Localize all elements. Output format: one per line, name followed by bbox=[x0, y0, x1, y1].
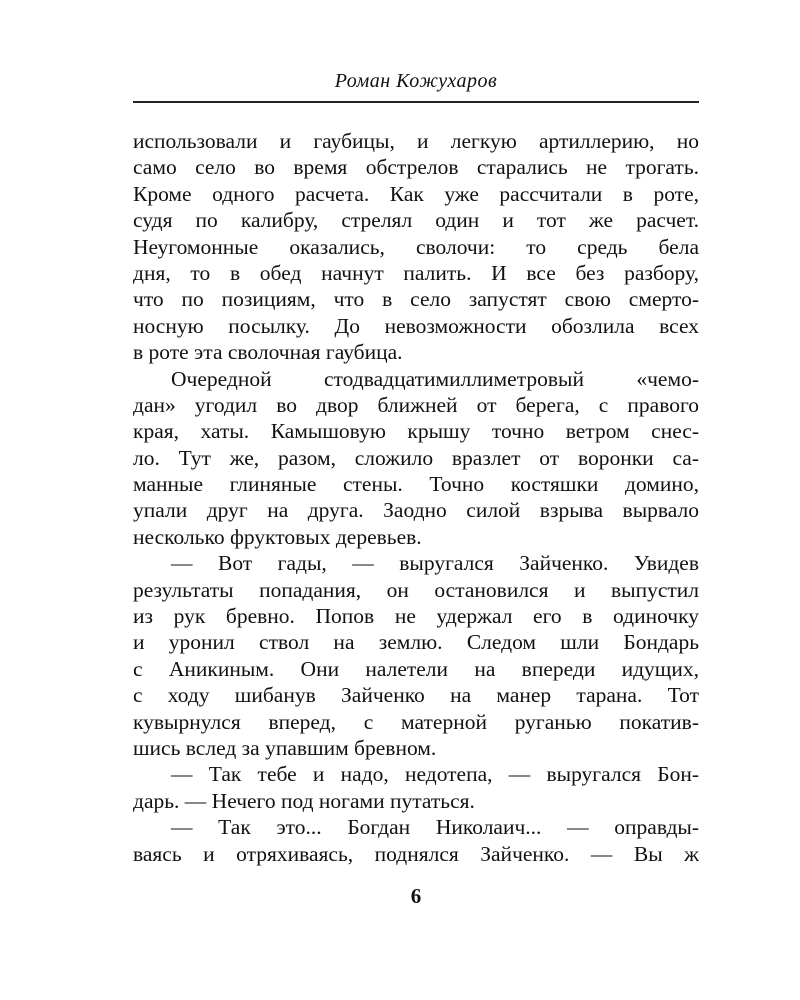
text-line: само село во время обстрелов старались не трогать. bbox=[133, 155, 699, 180]
text-line: ваясь и отряхиваясь, поднялся Зайченко. — Вы ж bbox=[133, 841, 699, 866]
text-line: — Так это... Богдан Николаич... — оправды- bbox=[171, 815, 699, 840]
text-line: и уронил ствол на землю. Следом шли Бондарь bbox=[133, 630, 699, 655]
text-line: упали друг на друга. Заодно силой взрыва вырвало bbox=[133, 498, 699, 523]
text-line: шись вслед за упавшим бревном. bbox=[133, 735, 437, 760]
text-line: — Вот гады, — выругался Зайченко. Увидев bbox=[171, 551, 699, 576]
text-line: дня, то в обед начнут палить. И все без разбору, bbox=[133, 260, 699, 285]
text-line: Очередной стодвадцатимиллиметровый «чемо- bbox=[171, 366, 699, 391]
text-line: несколько фруктовых деревьев. bbox=[133, 524, 422, 549]
page-number: 6 bbox=[410, 884, 422, 908]
text-line: манные глиняные стены. Точно костяшки домино, bbox=[133, 472, 699, 497]
page-body bbox=[133, 128, 699, 867]
running-header: Роман Кожухаров bbox=[334, 70, 498, 92]
text-line: с ходу шибанув Зайченко на манер тарана. Тот bbox=[133, 683, 699, 708]
text-line: края, хаты. Камышовую крышу точно ветром снес- bbox=[133, 419, 699, 444]
text-line: результаты попадания, он остановился и выпустил bbox=[133, 577, 699, 602]
text-line: дарь. — Нечего под ногами путаться. bbox=[133, 788, 475, 813]
text-line: дан» угодил во двор ближней от берега, с правого bbox=[133, 392, 699, 417]
text-line: Кроме одного расчета. Как уже рассчитали в роте, bbox=[133, 181, 699, 206]
text-line: из рук бревно. Попов не удержал его в одиночку bbox=[133, 604, 699, 629]
text-line: кувырнулся вперед, с матерной руганью покатив- bbox=[133, 709, 699, 734]
text-line: с Аникиным. Они налетели на впереди идущих, bbox=[133, 656, 699, 681]
text-line: — Так тебе и надо, недотепа, — выругался Бон- bbox=[171, 762, 699, 787]
text-line: носную посылку. До невозможности обозлила всех bbox=[133, 313, 699, 338]
text-line: Неугомонные оказались, сволочи: то средь бела bbox=[133, 234, 699, 259]
header-rule bbox=[133, 101, 699, 103]
text-line: ло. Тут же, разом, сложило вразлет от воронки са- bbox=[133, 445, 699, 470]
text-line: судя по калибру, стрелял один и тот же расчет. bbox=[133, 208, 699, 233]
text-line: в роте эта сволочная гаубица. bbox=[133, 340, 403, 365]
text-line: использовали и гаубицы, и легкую артиллерию, но bbox=[133, 129, 699, 153]
text-line: что по позициям, что в село запустят свою смерто- bbox=[133, 287, 699, 312]
